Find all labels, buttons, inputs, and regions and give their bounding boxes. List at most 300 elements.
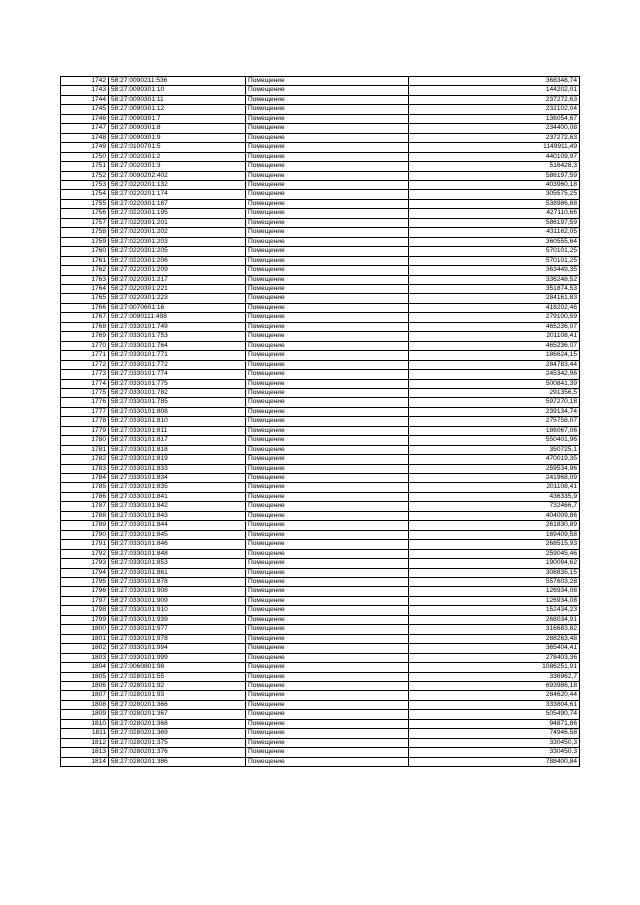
cadastral-number-cell: 58:27:0090301:10 <box>109 86 246 95</box>
row-number-cell: 1751 <box>61 162 109 171</box>
cadastral-value-cell: 500841,39 <box>409 379 580 388</box>
cadastral-number-cell: 58:27:0020301:3 <box>109 162 246 171</box>
cadastral-number-cell: 58:27:0330101:861 <box>109 568 246 577</box>
cadastral-number-cell: 58:27:0330101:908 <box>109 587 246 596</box>
cadastral-value-cell: 363449,35 <box>409 266 580 275</box>
table-row <box>61 436 580 445</box>
cadastral-value-cell: 330450,3 <box>409 748 580 757</box>
table-row <box>61 237 580 246</box>
table-row <box>61 672 580 681</box>
cadastral-value-cell: 336962,7 <box>409 672 580 681</box>
cadastral-value-cell: 239134,74 <box>409 407 580 416</box>
cadastral-value-cell: 365404,41 <box>409 644 580 653</box>
cadastral-value-cell: 436335,9 <box>409 492 580 501</box>
table-row <box>61 77 580 86</box>
cadastral-number-cell: 58:27:0330101:999 <box>109 653 246 662</box>
cadastral-number-cell: 58:27:0330101:808 <box>109 407 246 416</box>
object-type-cell: Помещение <box>246 530 409 539</box>
cadastral-number-cell: 58:27:0330101:845 <box>109 530 246 539</box>
object-type-cell: Помещение <box>246 77 409 86</box>
row-number-cell: 1752 <box>61 171 109 180</box>
object-type-cell: Помещение <box>246 218 409 227</box>
cadastral-number-cell: 58:27:0330101:774 <box>109 370 246 379</box>
cadastral-value-cell: 275758,07 <box>409 417 580 426</box>
table-row <box>61 634 580 643</box>
cadastral-number-cell: 58:27:0330101:833 <box>109 464 246 473</box>
row-number-cell: 1787 <box>61 502 109 511</box>
object-type-cell: Помещение <box>246 663 409 672</box>
row-number-cell: 1813 <box>61 748 109 757</box>
cadastral-number-cell: 58:27:0220301:187 <box>109 199 246 208</box>
object-type-cell: Помещение <box>246 587 409 596</box>
table-row <box>61 332 580 341</box>
table-row <box>61 341 580 350</box>
cadastral-value-cell: 261830,89 <box>409 521 580 530</box>
cadastral-number-cell: 58:27:0330101:771 <box>109 351 246 360</box>
row-number-cell: 1748 <box>61 133 109 142</box>
object-type-cell: Помещение <box>246 672 409 681</box>
cadastral-value-cell: 305575,25 <box>409 190 580 199</box>
row-number-cell: 1771 <box>61 351 109 360</box>
cadastral-value-cell: 597270,18 <box>409 398 580 407</box>
cadastral-value-cell: 333804,61 <box>409 700 580 709</box>
row-number-cell: 1776 <box>61 398 109 407</box>
object-type-cell: Помещение <box>246 757 409 766</box>
row-number-cell: 1805 <box>61 672 109 681</box>
table-row <box>61 209 580 218</box>
table-row <box>61 124 580 133</box>
cadastral-value-cell: 505490,74 <box>409 710 580 719</box>
object-type-cell: Помещение <box>246 143 409 152</box>
object-type-cell: Помещение <box>246 559 409 568</box>
cadastral-number-cell: 58:27:0330101:878 <box>109 578 246 587</box>
row-number-cell: 1798 <box>61 606 109 615</box>
row-number-cell: 1757 <box>61 218 109 227</box>
cadastral-value-cell: 1086251,91 <box>409 663 580 672</box>
cadastral-value-cell: 245342,96 <box>409 370 580 379</box>
object-type-cell: Помещение <box>246 209 409 218</box>
cadastral-number-cell: 58:27:0330101:775 <box>109 379 246 388</box>
table-row <box>61 625 580 634</box>
cadastral-number-cell: 58:27:0280201:375 <box>109 738 246 747</box>
object-type-cell: Помещение <box>246 710 409 719</box>
table-row <box>61 95 580 104</box>
row-number-cell: 1764 <box>61 284 109 293</box>
cadastral-value-cell: 465236,07 <box>409 322 580 331</box>
cadastral-value-cell: 550401,96 <box>409 436 580 445</box>
table-row <box>61 247 580 256</box>
cadastral-value-cell: 201108,41 <box>409 483 580 492</box>
row-number-cell: 1795 <box>61 578 109 587</box>
row-number-cell: 1806 <box>61 682 109 691</box>
cadastral-number-cell: 58:27:0330101:844 <box>109 521 246 530</box>
cadastral-number-cell: 58:27:0280201:367 <box>109 710 246 719</box>
cadastral-value-cell: 169409,58 <box>409 530 580 539</box>
cadastral-number-cell: 58:27:0220301:206 <box>109 256 246 265</box>
cadastral-number-cell: 58:27:0220301:203 <box>109 237 246 246</box>
cadastral-number-cell: 58:27:0280101:92 <box>109 682 246 691</box>
cadastral-value-cell: 291356,5 <box>409 388 580 397</box>
object-type-cell: Помещение <box>246 748 409 757</box>
table-row <box>61 398 580 407</box>
cadastral-value-cell: 284783,44 <box>409 360 580 369</box>
cadastral-value-cell: 74946,58 <box>409 729 580 738</box>
table-row <box>61 540 580 549</box>
cadastral-number-cell: 58:27:0330101:753 <box>109 332 246 341</box>
table-row <box>61 199 580 208</box>
cadastral-value-cell: 693986,18 <box>409 682 580 691</box>
table-row <box>61 379 580 388</box>
table-row <box>61 700 580 709</box>
cadastral-number-cell: 58:27:0220301:209 <box>109 266 246 275</box>
cadastral-value-cell: 427110,66 <box>409 209 580 218</box>
table-row <box>61 313 580 322</box>
table-row <box>61 171 580 180</box>
cadastral-number-cell: 58:27:0330101:910 <box>109 606 246 615</box>
table-row <box>61 587 580 596</box>
cadastral-number-cell: 58:27:0330101:848 <box>109 549 246 558</box>
table-row <box>61 682 580 691</box>
cadastral-value-cell: 152434,23 <box>409 606 580 615</box>
table-row <box>61 738 580 747</box>
object-type-cell: Помещение <box>246 237 409 246</box>
cadastral-number-cell: 58:27:0330101:810 <box>109 417 246 426</box>
cadastral-value-cell: 538986,88 <box>409 199 580 208</box>
row-number-cell: 1745 <box>61 105 109 114</box>
cadastral-value-cell: 368348,74 <box>409 77 580 86</box>
cadastral-value-cell: 351874,53 <box>409 284 580 293</box>
cadastral-value-cell: 350725,1 <box>409 445 580 454</box>
cadastral-number-cell: 58:27:0100701:5 <box>109 143 246 152</box>
cadastral-value-cell: 732466,7 <box>409 502 580 511</box>
table-row <box>61 152 580 161</box>
object-type-cell: Помещение <box>246 474 409 483</box>
object-type-cell: Помещение <box>246 284 409 293</box>
table-row <box>61 729 580 738</box>
cadastral-number-cell: 58:27:0090202:402 <box>109 171 246 180</box>
table-row <box>61 322 580 331</box>
cadastral-value-cell: 586197,59 <box>409 171 580 180</box>
row-number-cell: 1800 <box>61 625 109 634</box>
row-number-cell: 1759 <box>61 237 109 246</box>
cadastral-number-cell: 58:27:0090211:536 <box>109 77 246 86</box>
cadastral-value-cell: 94871,86 <box>409 719 580 728</box>
cadastral-number-cell: 58:27:0280101:55 <box>109 672 246 681</box>
cadastral-number-cell: 58:27:0330101:994 <box>109 644 246 653</box>
cadastral-value-cell: 190094,62 <box>409 559 580 568</box>
row-number-cell: 1773 <box>61 370 109 379</box>
object-type-cell: Помещение <box>246 294 409 303</box>
cadastral-number-cell: 58:27:0330101:909 <box>109 596 246 605</box>
row-number-cell: 1754 <box>61 190 109 199</box>
cadastral-number-cell: 58:27:0330101:977 <box>109 625 246 634</box>
cadastral-number-cell: 58:27:0330101:811 <box>109 426 246 435</box>
table-row <box>61 483 580 492</box>
row-number-cell: 1804 <box>61 663 109 672</box>
cadastral-value-cell: 268515,93 <box>409 540 580 549</box>
table-row <box>61 445 580 454</box>
object-type-cell: Помещение <box>246 351 409 360</box>
cadastral-value-cell: 418202,46 <box>409 303 580 312</box>
cadastral-value-cell: 279100,59 <box>409 313 580 322</box>
object-type-cell: Помещение <box>246 615 409 624</box>
row-number-cell: 1755 <box>61 199 109 208</box>
object-type-cell: Помещение <box>246 228 409 237</box>
cadastral-value-cell: 516428,3 <box>409 162 580 171</box>
cadastral-number-cell: 58:27:0280201:369 <box>109 729 246 738</box>
row-number-cell: 1784 <box>61 474 109 483</box>
object-type-cell: Помещение <box>246 719 409 728</box>
object-type-cell: Помещение <box>246 634 409 643</box>
row-number-cell: 1769 <box>61 332 109 341</box>
object-type-cell: Помещение <box>246 625 409 634</box>
object-type-cell: Помещение <box>246 133 409 142</box>
table-row <box>61 218 580 227</box>
row-number-cell: 1809 <box>61 710 109 719</box>
cadastral-value-cell: 186067,06 <box>409 426 580 435</box>
cadastral-value-cell: 586197,59 <box>409 218 580 227</box>
table-row <box>61 303 580 312</box>
object-type-cell: Помещение <box>246 370 409 379</box>
row-number-cell: 1814 <box>61 757 109 766</box>
object-type-cell: Помещение <box>246 653 409 662</box>
row-number-cell: 1799 <box>61 615 109 624</box>
table-row <box>61 256 580 265</box>
object-type-cell: Помещение <box>246 360 409 369</box>
cadastral-number-cell: 58:27:0330101:785 <box>109 398 246 407</box>
table-row <box>61 757 580 766</box>
table-row <box>61 284 580 293</box>
row-number-cell: 1747 <box>61 124 109 133</box>
row-number-cell: 1744 <box>61 95 109 104</box>
cadastral-value-cell: 404009,86 <box>409 511 580 520</box>
object-type-cell: Помещение <box>246 86 409 95</box>
row-number-cell: 1762 <box>61 266 109 275</box>
object-type-cell: Помещение <box>246 180 409 189</box>
cadastral-number-cell: 58:27:0220301:201 <box>109 218 246 227</box>
cadastral-value-cell: 126934,08 <box>409 596 580 605</box>
row-number-cell: 1789 <box>61 521 109 530</box>
cadastral-number-cell: 58:27:0330101:978 <box>109 634 246 643</box>
row-number-cell: 1758 <box>61 228 109 237</box>
table-row <box>61 228 580 237</box>
object-type-cell: Помещение <box>246 606 409 615</box>
cadastral-number-cell: 58:27:0220201:132 <box>109 180 246 189</box>
table-row <box>61 86 580 95</box>
table-row <box>61 464 580 473</box>
row-number-cell: 1781 <box>61 445 109 454</box>
object-type-cell: Помещение <box>246 511 409 520</box>
table-row <box>61 114 580 123</box>
object-type-cell: Помещение <box>246 502 409 511</box>
cadastral-value-cell: 360555,64 <box>409 237 580 246</box>
cadastral-number-cell: 58:27:0220201:174 <box>109 190 246 199</box>
table-row <box>61 370 580 379</box>
row-number-cell: 1794 <box>61 568 109 577</box>
object-type-cell: Помещение <box>246 455 409 464</box>
cadastral-value-cell: 570101,25 <box>409 256 580 265</box>
cadastral-value-cell: 570101,25 <box>409 247 580 256</box>
cadastral-number-cell: 58:27:0330101:843 <box>109 511 246 520</box>
row-number-cell: 1775 <box>61 388 109 397</box>
object-type-cell: Помещение <box>246 105 409 114</box>
table-row <box>61 502 580 511</box>
cadastral-number-cell: 58:27:0020301:2 <box>109 152 246 161</box>
table-row <box>61 407 580 416</box>
cadastral-number-cell: 58:27:0280201:368 <box>109 719 246 728</box>
row-number-cell: 1743 <box>61 86 109 95</box>
object-type-cell: Помещение <box>246 729 409 738</box>
table-row <box>61 180 580 189</box>
row-number-cell: 1783 <box>61 464 109 473</box>
object-type-cell: Помещение <box>246 313 409 322</box>
object-type-cell: Помещение <box>246 275 409 284</box>
object-type-cell: Помещение <box>246 162 409 171</box>
object-type-cell: Помещение <box>246 682 409 691</box>
row-number-cell: 1750 <box>61 152 109 161</box>
table-row <box>61 492 580 501</box>
table-row <box>61 294 580 303</box>
cadastral-value-cell: 259045,46 <box>409 549 580 558</box>
row-number-cell: 1778 <box>61 417 109 426</box>
cadastral-value-cell: 284161,83 <box>409 294 580 303</box>
row-number-cell: 1786 <box>61 492 109 501</box>
row-number-cell: 1760 <box>61 247 109 256</box>
cadastral-number-cell: 58:27:0330101:939 <box>109 615 246 624</box>
object-type-cell: Помещение <box>246 464 409 473</box>
row-number-cell: 1761 <box>61 256 109 265</box>
table-row <box>61 162 580 171</box>
object-type-cell: Помещение <box>246 190 409 199</box>
object-type-cell: Помещение <box>246 596 409 605</box>
object-type-cell: Помещение <box>246 332 409 341</box>
object-type-cell: Помещение <box>246 199 409 208</box>
object-type-cell: Помещение <box>246 700 409 709</box>
cadastral-value-cell: 440109,97 <box>409 152 580 161</box>
row-number-cell: 1746 <box>61 114 109 123</box>
cadastral-number-cell: 58:27:0330101:782 <box>109 388 246 397</box>
row-number-cell: 1756 <box>61 209 109 218</box>
row-number-cell: 1768 <box>61 322 109 331</box>
row-number-cell: 1792 <box>61 549 109 558</box>
table-row <box>61 644 580 653</box>
cadastral-value-cell: 403960,18 <box>409 180 580 189</box>
row-number-cell: 1811 <box>61 729 109 738</box>
row-number-cell: 1807 <box>61 691 109 700</box>
table-row <box>61 275 580 284</box>
row-number-cell: 1765 <box>61 294 109 303</box>
table-row <box>61 521 580 530</box>
cadastral-number-cell: 58:27:0090301:11 <box>109 95 246 104</box>
cadastral-number-cell: 58:27:0220301:205 <box>109 247 246 256</box>
cadastral-value-cell: 144202,01 <box>409 86 580 95</box>
row-number-cell: 1803 <box>61 653 109 662</box>
object-type-cell: Помещение <box>246 266 409 275</box>
cadastral-value-cell: 431162,05 <box>409 228 580 237</box>
cadastral-value-cell: 288263,48 <box>409 634 580 643</box>
object-type-cell: Помещение <box>246 303 409 312</box>
cadastral-value-cell: 316683,82 <box>409 625 580 634</box>
cadastral-number-cell: 58:27:0280101:93 <box>109 691 246 700</box>
cadastral-value-cell: 241968,09 <box>409 474 580 483</box>
cadastral-number-cell: 58:27:0330101:817 <box>109 436 246 445</box>
row-number-cell: 1772 <box>61 360 109 369</box>
row-number-cell: 1779 <box>61 426 109 435</box>
cadastral-value-cell: 330450,3 <box>409 738 580 747</box>
row-number-cell: 1810 <box>61 719 109 728</box>
object-type-cell: Помещение <box>246 691 409 700</box>
object-type-cell: Помещение <box>246 379 409 388</box>
table-row <box>61 748 580 757</box>
object-type-cell: Помещение <box>246 95 409 104</box>
cadastral-number-cell: 58:27:0330101:819 <box>109 455 246 464</box>
cadastral-value-cell: 237272,63 <box>409 95 580 104</box>
cadastral-number-cell: 58:27:0280201:376 <box>109 748 246 757</box>
table-row <box>61 474 580 483</box>
table-row <box>61 549 580 558</box>
row-number-cell: 1802 <box>61 644 109 653</box>
cadastral-value-cell: 278403,36 <box>409 653 580 662</box>
cadastral-number-cell: 58:27:0220301:195 <box>109 209 246 218</box>
cadastral-number-cell: 58:27:0220301:202 <box>109 228 246 237</box>
cadastral-value-cell: 268034,91 <box>409 615 580 624</box>
table-row <box>61 615 580 624</box>
object-type-cell: Помещение <box>246 171 409 180</box>
row-number-cell: 1790 <box>61 530 109 539</box>
object-type-cell: Помещение <box>246 521 409 530</box>
object-type-cell: Помещение <box>246 436 409 445</box>
cadastral-value-cell: 126934,08 <box>409 587 580 596</box>
object-type-cell: Помещение <box>246 568 409 577</box>
row-number-cell: 1785 <box>61 483 109 492</box>
table-row <box>61 530 580 539</box>
row-number-cell: 1767 <box>61 313 109 322</box>
cadastral-value-cell: 465236,07 <box>409 341 580 350</box>
object-type-cell: Помещение <box>246 124 409 133</box>
row-number-cell: 1808 <box>61 700 109 709</box>
row-number-cell: 1749 <box>61 143 109 152</box>
table-row <box>61 388 580 397</box>
cadastral-value-cell: 308835,15 <box>409 568 580 577</box>
row-number-cell: 1812 <box>61 738 109 747</box>
object-type-cell: Помещение <box>246 114 409 123</box>
row-number-cell: 1797 <box>61 596 109 605</box>
cadastral-number-cell: 58:27:0090111:498 <box>109 313 246 322</box>
object-type-cell: Помещение <box>246 578 409 587</box>
cadastral-value-cell: 232102,04 <box>409 105 580 114</box>
table-row <box>61 710 580 719</box>
cadastral-number-cell: 58:27:0330101:853 <box>109 559 246 568</box>
cadastral-number-cell: 58:27:0330101:749 <box>109 322 246 331</box>
cadastral-number-cell: 58:27:0330101:818 <box>109 445 246 454</box>
cadastral-number-cell: 58:27:0330101:842 <box>109 502 246 511</box>
row-number-cell: 1793 <box>61 559 109 568</box>
cadastral-value-cell: 1149911,49 <box>409 143 580 152</box>
table-row <box>61 653 580 662</box>
row-number-cell: 1763 <box>61 275 109 284</box>
object-type-cell: Помещение <box>246 398 409 407</box>
cadastral-value-cell: 186624,15 <box>409 351 580 360</box>
cadastral-number-cell: 58:27:0330101:772 <box>109 360 246 369</box>
row-number-cell: 1791 <box>61 540 109 549</box>
object-type-cell: Помещение <box>246 644 409 653</box>
cadastral-value-cell: 470019,35 <box>409 455 580 464</box>
row-number-cell: 1770 <box>61 341 109 350</box>
object-type-cell: Помещение <box>246 247 409 256</box>
table-row <box>61 568 580 577</box>
cadastral-value-cell: 136054,67 <box>409 114 580 123</box>
row-number-cell: 1801 <box>61 634 109 643</box>
